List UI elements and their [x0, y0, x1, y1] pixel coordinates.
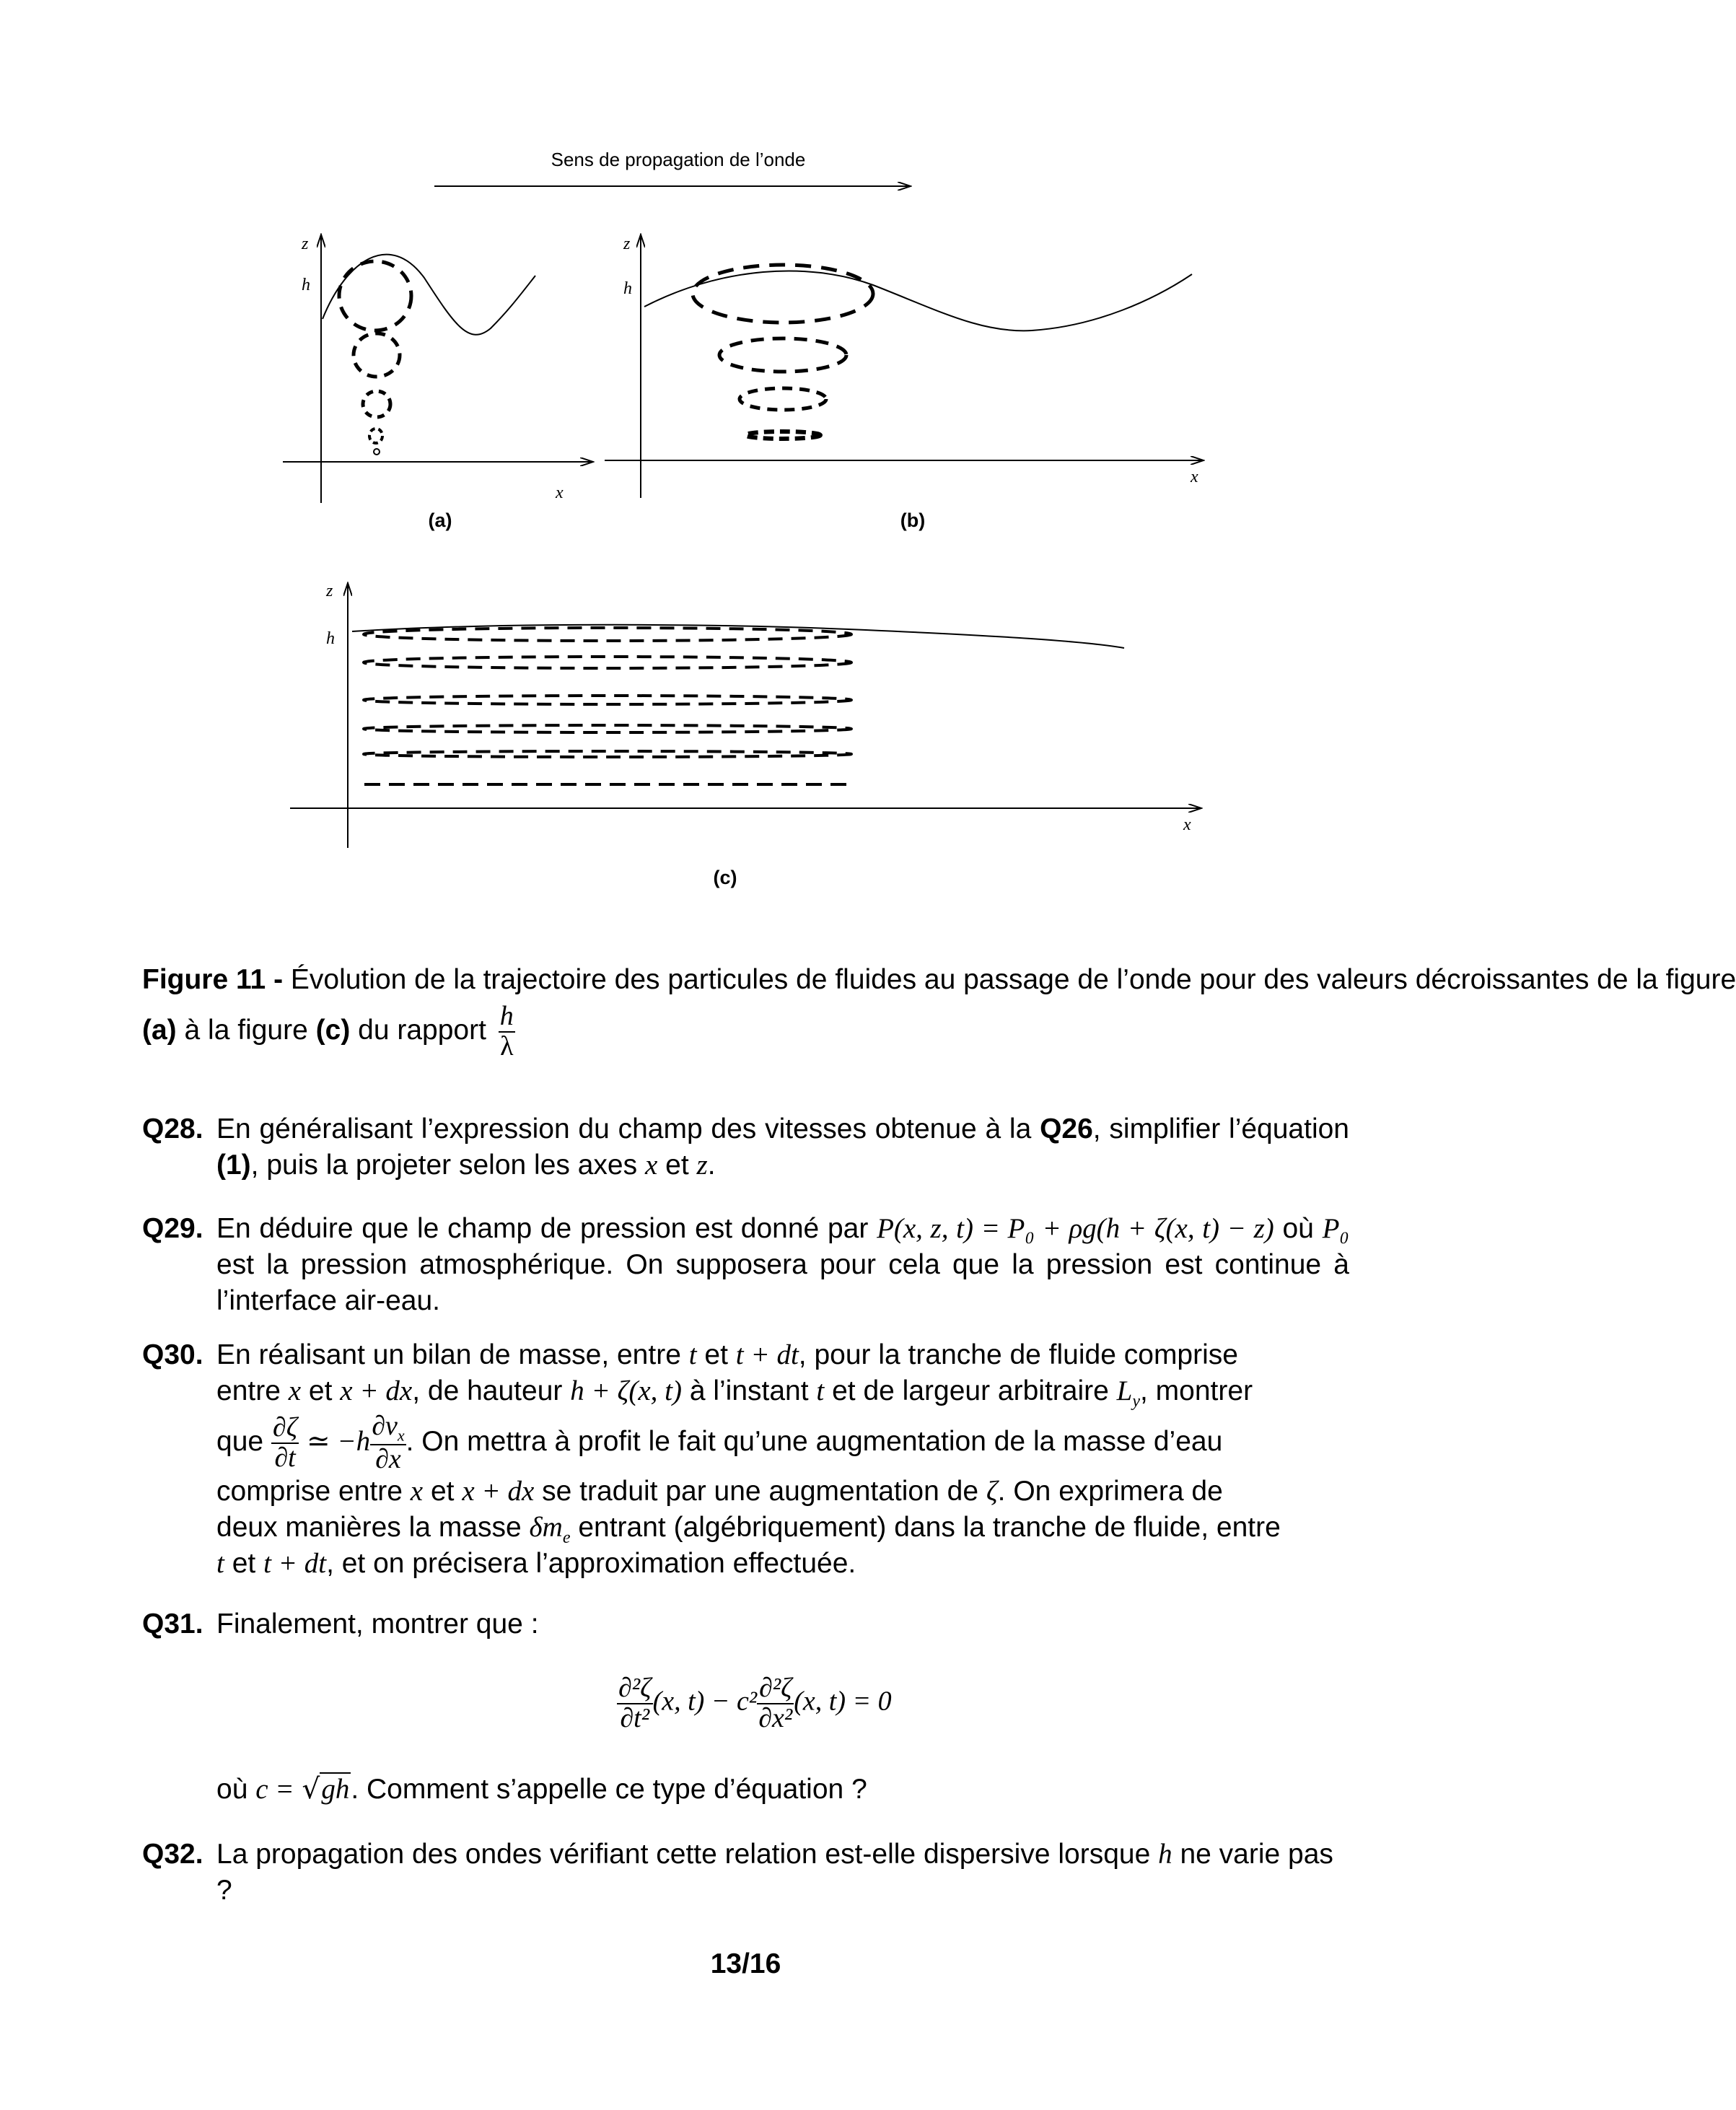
panel-c-orbit-3	[364, 696, 851, 704]
caption-label: Figure 11 -	[142, 964, 284, 995]
q31-ceq: c =	[255, 1774, 294, 1805]
q30-text-3b: . On mettra à profit le fait qu’une augmentation de la masse d’eau	[405, 1426, 1223, 1457]
q31-wave-equation	[617, 1674, 892, 1733]
q30-x-2: x	[410, 1476, 424, 1507]
q30-line-4	[216, 1474, 1223, 1510]
q31-den-1: ∂t²	[620, 1702, 650, 1733]
q30-x: x	[288, 1375, 302, 1406]
panel-b-x-label: x	[1191, 468, 1198, 486]
q30-ly: L	[1116, 1375, 1133, 1406]
panel-c-z-label: z	[326, 582, 333, 600]
figure-11	[0, 0, 1491, 909]
q28-body	[216, 1111, 1349, 1183]
panel-b-orbit-2	[719, 338, 846, 372]
q28-text-1: En généralisant l’expression du champ des vitesses obtenue à la	[216, 1113, 1032, 1144]
q31-sqrt: √	[302, 1773, 320, 1805]
q30-text-2a: entre	[216, 1375, 281, 1406]
panel-a-wave	[323, 255, 535, 335]
page-number: 13/16	[710, 1948, 781, 1979]
q30-text-4c: . On exprimera de	[997, 1476, 1223, 1507]
panel-a-orbit-3	[363, 391, 390, 417]
q30-xdx: x + dx	[340, 1375, 413, 1406]
q30-text-2b: , de hauteur	[412, 1375, 563, 1406]
q32-h: h	[1158, 1839, 1172, 1870]
q30-tdt-2: t + dt	[263, 1548, 327, 1579]
panel-a-orbit-5	[374, 449, 380, 455]
caption-text: Évolution de la trajectoire des particules de fluides au passage de l’onde pour des valeurs décroissantes de la figure	[290, 964, 1736, 995]
q30-text-1a: En réalisant un bilan de masse, entre	[216, 1339, 681, 1370]
q32-body	[216, 1837, 1356, 1909]
panel-a-orbit-2	[354, 333, 400, 377]
q29-body	[216, 1211, 1349, 1319]
q31-num-1: ∂²ζ	[618, 1673, 652, 1703]
q29-text-2: où	[1282, 1213, 1314, 1244]
q32-text-2: ne varie pas ?	[216, 1839, 1333, 1906]
panel-c-orbit-2	[364, 657, 851, 668]
q30-f2-num: ∂v	[372, 1410, 398, 1441]
figure-caption	[142, 962, 1736, 998]
q28-eq-ref: (1)	[216, 1150, 251, 1181]
q30-dm: δm	[529, 1512, 563, 1543]
q30-text-5b: entrant (algébriquement) dans la tranche de fluide, entre	[578, 1512, 1281, 1543]
q29-pressure-formula: P(x, z, t) = P₀ + ρg(h + ζ(x, t) − z)	[877, 1213, 1274, 1244]
panel-b-wave	[644, 271, 1192, 330]
q30-dvx-dx	[370, 1412, 405, 1474]
q30-tdt: t + dt	[735, 1339, 799, 1370]
q31-sqrt-arg: gh	[321, 1774, 350, 1805]
q30-text-4a: comprise entre	[216, 1476, 403, 1507]
q30-line-3	[216, 1406, 1222, 1478]
panel-b-label: (b)	[900, 509, 926, 531]
q30-t-3: t	[216, 1548, 224, 1579]
q30-f2-den: ∂x	[375, 1443, 401, 1474]
q30-line-6	[216, 1546, 856, 1582]
q30-f1-num: ∂ζ	[272, 1411, 298, 1443]
q30-ly-sub: y	[1132, 1391, 1141, 1411]
q31-den-2: ∂x²	[758, 1702, 793, 1733]
q30-approx: ≃ −h	[306, 1426, 371, 1457]
q32-text-1: La propagation des ondes vérifiant cette relation est-elle dispersive lorsque	[216, 1839, 1151, 1870]
q31-ou: où	[216, 1774, 248, 1805]
q28-z: z	[696, 1150, 708, 1181]
q31-end: (x, t) = 0	[794, 1686, 892, 1717]
caption-ratio-num: h	[499, 1000, 514, 1031]
q30-text-1b: , pour la tranche de fluide comprise	[798, 1339, 1238, 1370]
panel-a-orbit-1	[339, 261, 411, 330]
panel-c-orbit-5	[364, 751, 851, 757]
panel-c-h-label: h	[326, 629, 335, 648]
q30-xdx-2: x + dx	[462, 1476, 535, 1507]
panel-c-orbit-4	[364, 725, 851, 732]
panel-b-diagram	[605, 235, 1204, 498]
q29-text-1: En déduire que le champ de pression est donné par	[216, 1213, 869, 1244]
panel-a-x-label: x	[556, 483, 564, 502]
q32-label: Q32.	[142, 1839, 203, 1870]
q28-end: .	[707, 1150, 716, 1181]
q30-et-2: et	[308, 1375, 333, 1406]
q30-dzeta-dt	[271, 1411, 299, 1473]
q29-p0: P₀	[1322, 1213, 1349, 1244]
q30-et-4: et	[232, 1548, 256, 1579]
q30-line-1	[216, 1337, 1238, 1373]
panel-b-h-label: h	[623, 279, 632, 298]
q31-d2zeta-dx2	[757, 1674, 794, 1733]
q31-d2zeta-dt2	[617, 1674, 653, 1733]
q30-f2-sub: x	[397, 1426, 405, 1445]
q30-que: que	[216, 1426, 264, 1457]
q29-label: Q29.	[142, 1213, 203, 1244]
q28-label: Q28.	[142, 1113, 203, 1144]
q31-label: Q31.	[142, 1608, 203, 1640]
q31-num-2: ∂²ζ	[757, 1674, 794, 1704]
q30-text-4b: se traduit par une augmentation de	[542, 1476, 979, 1507]
panel-a-h-label: h	[302, 276, 310, 294]
q31-line-2	[216, 1772, 867, 1808]
q28-text-3: , puis la projeter selon les axes	[250, 1150, 638, 1181]
panel-c-label: (c)	[713, 867, 737, 888]
q30-dm-sub: e	[562, 1528, 571, 1547]
caption-mid: à la figure	[184, 1015, 308, 1046]
q30-f1-den: ∂t	[274, 1442, 296, 1473]
q30-et: et	[704, 1339, 728, 1370]
q30-text-5a: deux manières la masse	[216, 1512, 522, 1543]
q30-et-3: et	[430, 1476, 455, 1507]
caption-c: (c)	[315, 1015, 351, 1046]
q30-zeta: ζ	[986, 1476, 998, 1507]
q30-t: t	[688, 1339, 697, 1370]
caption-ratio-den: λ	[500, 1030, 514, 1061]
q30-t-2: t	[816, 1375, 825, 1406]
panel-b-orbit-3	[740, 388, 826, 410]
propagation-label: Sens de propagation de l’onde	[551, 149, 806, 170]
q28-text-2: , simplifier l’équation	[1092, 1113, 1349, 1144]
q28-ref: Q26	[1040, 1113, 1093, 1144]
q30-height: h + ζ(x, t)	[570, 1375, 682, 1406]
panel-c-x-label: x	[1183, 815, 1191, 834]
caption-ratio	[499, 1002, 515, 1061]
q31-text-2: . Comment s’appelle ce type d’équation ?	[351, 1774, 867, 1805]
q31-mid: (x, t) − c²	[652, 1686, 758, 1717]
panel-c-diagram	[290, 582, 1201, 848]
q31-text: Finalement, montrer que :	[216, 1608, 539, 1640]
q30-text-6b: , et on précisera l’approximation effectuée.	[326, 1548, 856, 1579]
caption-line-2	[142, 994, 515, 1067]
panel-a-diagram	[283, 235, 593, 503]
q28-et: et	[665, 1150, 689, 1181]
q30-label: Q30.	[142, 1339, 203, 1370]
panel-a-z-label: z	[302, 235, 309, 253]
panel-a-orbit-4	[369, 429, 382, 443]
q30-text-2e: , montrer	[1140, 1375, 1253, 1406]
panel-a-label: (a)	[428, 509, 452, 531]
q29-text-3: est la pression atmosphérique. On supposera pour cela que la pression est continue à l’interface air-eau.	[216, 1249, 1349, 1316]
caption-a: (a)	[142, 1015, 177, 1046]
panel-b-orbit-4	[745, 432, 820, 439]
panel-b-orbit-1	[693, 265, 873, 323]
q30-text-2d: et de largeur arbitraire	[832, 1375, 1109, 1406]
panel-c-orbit-1	[364, 628, 851, 641]
q28-x: x	[644, 1150, 658, 1181]
q30-text-2c: à l’instant	[689, 1375, 809, 1406]
panel-b-z-label: z	[623, 235, 631, 253]
caption-end: du rapport	[358, 1015, 486, 1046]
